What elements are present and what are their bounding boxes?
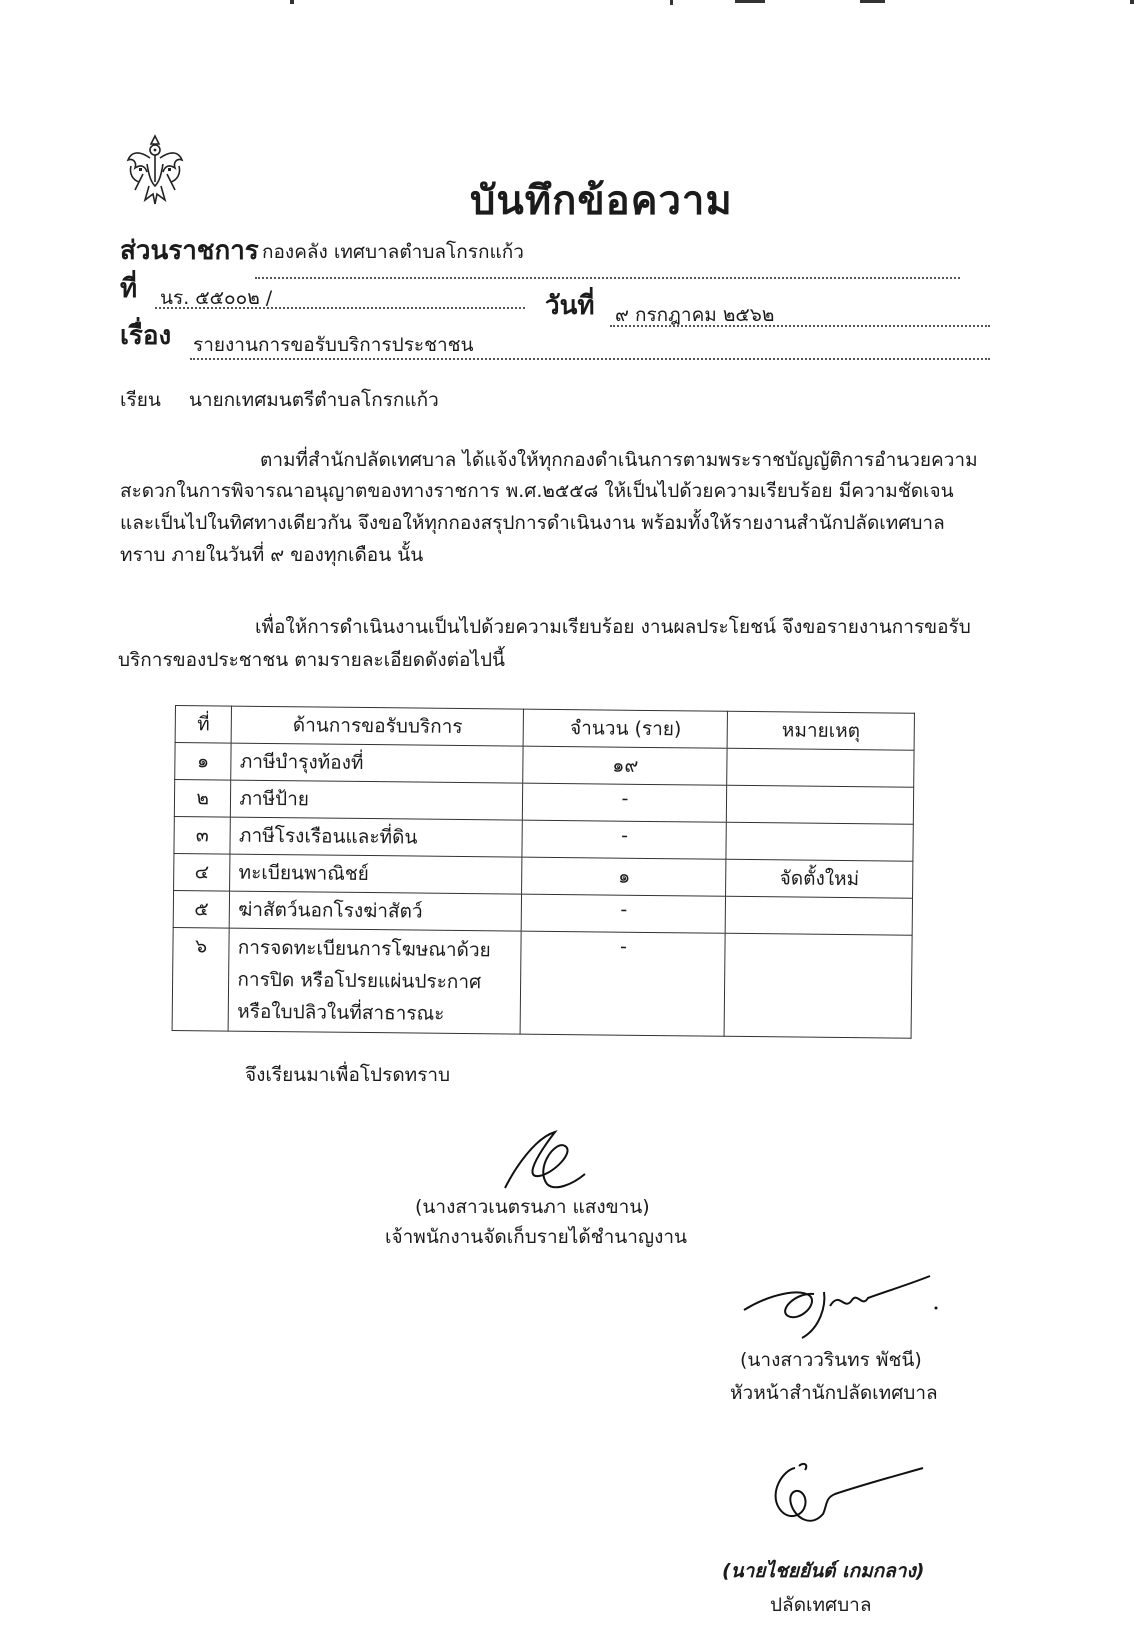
signature-3-scribble	[765, 1458, 925, 1538]
row-remark	[726, 822, 913, 861]
signatory-1-position: เจ้าพนักงานจัดเก็บรายได้ชำนาญงาน	[385, 1226, 688, 1248]
header-remark: หมายเหตุ	[727, 711, 914, 750]
signatory-2-name: (นางสาววรินทร พัชนี)	[740, 1349, 922, 1371]
subject-value: รายงานการขอรับบริการประชาชน	[193, 334, 474, 356]
row-no: ๕	[173, 890, 230, 928]
para2-line-1: เพื่อให้การดำเนินงานเป็นไปด้วยความเรียบร้อย งานผลประโยชน์ จึงขอรายงานการขอรับ	[255, 616, 971, 638]
signature-2-scribble	[740, 1272, 940, 1342]
salutation	[120, 385, 439, 415]
row-count: -	[522, 820, 726, 859]
para1-line-2: สะดวกในการพิจารณาอนุญาตของทางราชการ พ.ศ.๒๕๕๘ ให้เป็นไปด้วยความเรียบร้อย มีความชัดเจน	[120, 480, 954, 502]
signatory-2-position: หัวหน้าสำนักปลัดเทศบาล	[730, 1382, 938, 1404]
memo-title: บันทึกข้อความ	[470, 178, 733, 224]
row-count: ๑๙	[523, 746, 727, 785]
header-service: ด้านการขอรับบริการ	[231, 706, 523, 746]
signatory-1-name: (นางสาวเนตรนภา แสงขาน)	[415, 1196, 650, 1218]
signature-1-scribble	[495, 1128, 595, 1196]
para2-line-2: บริการของประชาชน ตามรายละเอียดดังต่อไปนี้	[118, 649, 506, 671]
row-count: ๑	[522, 857, 726, 896]
row-remark	[727, 748, 914, 787]
row-service: ทะเบียนพาณิชย์	[230, 854, 522, 894]
row-no: ๑	[175, 743, 232, 781]
date-dotline	[610, 325, 990, 327]
row-remark: จัดตั้งใหม่	[726, 859, 913, 898]
row-service: ภาษีบำรุงท้องที่	[231, 743, 523, 783]
para1-line-3: และเป็นไปในทิศทางเดียวกัน จึงขอให้ทุกกองสรุปการดำเนินงาน พร้อมทั้งให้รายงานสำนักปลัดเทศบาล	[120, 512, 945, 534]
signatory-3-name: (นายไชยยันต์ เกมกลาง)	[722, 1560, 925, 1582]
agency-label: ส่วนราชการ	[120, 236, 259, 266]
garuda-emblem-icon	[125, 130, 185, 208]
table-row	[172, 927, 912, 1038]
row-no: ๒	[174, 780, 231, 818]
row-remark	[727, 785, 914, 824]
para1-line-1: ตามที่สำนักปลัดเทศบาล ได้แจ้งให้ทุกกองดำเนินการตามพระราชบัญญัติการอำนวยความ	[260, 449, 978, 471]
row-remark	[724, 933, 912, 1038]
service-report-table	[172, 705, 915, 1039]
row-service-line: หรือใบปลิวในที่สาธารณะ	[237, 1000, 445, 1025]
row-count: -	[521, 931, 726, 1036]
header-no: ที่	[175, 706, 232, 744]
ref-dotline	[155, 307, 525, 309]
salutation-label: เรียน	[120, 389, 161, 411]
row-no: ๖	[172, 927, 229, 1031]
row-count: -	[522, 894, 726, 933]
ref-label: ที่	[120, 274, 138, 304]
closing-line: จึงเรียนมาเพื่อโปรดทราบ	[245, 1064, 451, 1086]
row-service: ภาษีโรงเรือนและที่ดิน	[230, 817, 522, 857]
signatory-3-position: ปลัดเทศบาล	[770, 1594, 872, 1616]
row-service	[228, 928, 521, 1034]
row-count: -	[523, 783, 727, 822]
para1-line-4: ทราบ ภายในวันที่ ๙ ของทุกเดือน นั้น	[120, 544, 424, 566]
subject-label: เรื่อง	[120, 321, 172, 351]
row-service: ภาษีป้าย	[231, 780, 523, 820]
row-no: ๔	[174, 853, 231, 891]
subject-dotline	[190, 358, 990, 360]
agency-dotline	[255, 277, 960, 279]
date-value: ๙ กรกฎาคม ๒๕๖๒	[615, 304, 775, 326]
row-remark	[726, 896, 913, 935]
salutation-value: นายกเทศมนตรีตำบลโกรกแก้ว	[188, 389, 439, 411]
agency-value: กองคลัง เทศบาลตำบลโกรกแก้ว	[262, 241, 524, 263]
ref-value: นร. ๕๕๐๐๒ /	[160, 287, 273, 309]
date-label: วันที่	[545, 291, 595, 321]
scan-edge-marks	[0, 0, 1144, 10]
row-no: ๓	[174, 816, 231, 854]
row-service: ฆ่าสัตว์นอกโรงฆ่าสัตว์	[230, 891, 522, 931]
row-service-line: การจดทะเบียนการโฆษณาด้วย	[237, 936, 491, 962]
row-service-line: การปิด หรือโปรยแผ่นประกาศ	[237, 968, 482, 994]
header-count: จำนวน (ราย)	[524, 709, 728, 748]
